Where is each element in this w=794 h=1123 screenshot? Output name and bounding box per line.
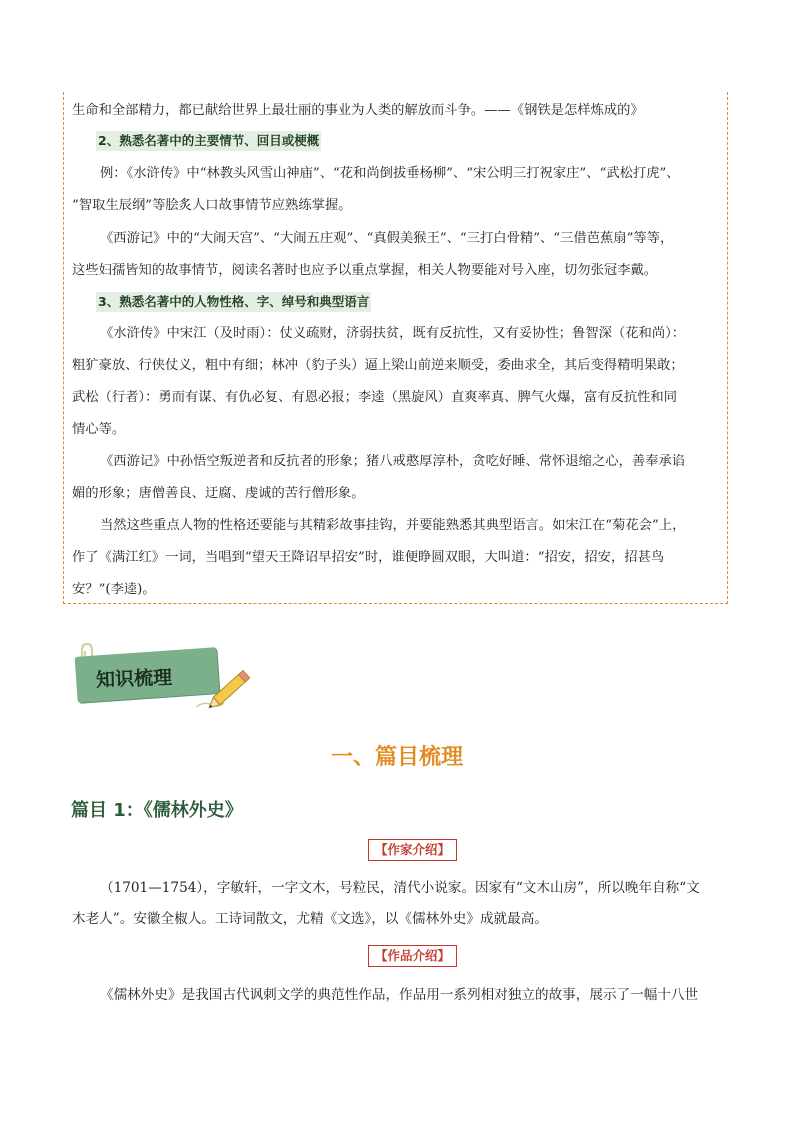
- pencil-icon: [194, 667, 256, 711]
- chapter-title: 篇目 1：《儒林外史》: [71, 800, 243, 821]
- subheading-plot: 2、熟悉名著中的主要情节、回目或梗概: [96, 131, 321, 151]
- page-title: 一、篇目梳理: [330, 745, 463, 770]
- box-line: 《水浒传》中宋江（及时雨）：仗义疏财，济弱扶贫，既有反抗性，又有妥协性；鲁智深（花和尚）：: [100, 326, 686, 341]
- box-line: 情心等。: [72, 422, 126, 437]
- box-line: 这些妇孺皆知的故事情节，阅读名著时也应予以重点掌握，相关人物要能对号入座，切勿张冠李戴。: [72, 263, 658, 278]
- section-badge-label: 知识梳理: [95, 666, 173, 692]
- box-line: 当然这些重点人物的性格还要能与其精彩故事挂钩，并要能熟悉其典型语言。如宋江在“菊花会”上，: [100, 518, 686, 533]
- work-line: 《儒林外史》是我国古代讽刺文学的典范性作品，作品用一系列相对独立的故事，展示了一幅十八世: [100, 987, 699, 1003]
- box-line: 媚的形象；唐僧善良、迂腐、虔诚的苦行僧形象。: [72, 486, 365, 501]
- subheading-characters: 3、熟悉名著中的人物性格、字、绰号和典型语言: [96, 292, 371, 312]
- box-line: 《西游记》中孙悟空叛逆者和反抗者的形象；猪八戒憨厚淳朴，贪吃好睡、常怀退缩之心，善奉承谄: [100, 454, 686, 469]
- box-line: 例：《水浒传》中“林教头风雪山神庙”、“花和尚倒拔垂杨柳”、“宋公明三打祝家庄”、“武松打虎”、: [100, 166, 680, 181]
- box-line: 作了《满江红》一词，当唱到“望天王降诏早招安”时，谁便睁圆双眼，大叫道：“招安，招安，招甚鸟: [72, 550, 665, 565]
- box-line: 武松（行者）：勇而有谋、有仇必复、有恩必报；李逵（黑旋风）直爽率真、脾气火爆，富有反抗性和同: [72, 390, 678, 405]
- author-intro-tag: 【作家介绍】: [368, 839, 457, 861]
- author-line: 木老人”。安徽全椒人。工诗词散文，尤精《文选》，以《儒林外史》成就最高。: [72, 911, 548, 927]
- work-intro-tag: 【作品介绍】: [368, 945, 457, 967]
- box-line: “智取生辰纲”等脍炙人口故事情节应熟练掌握。: [72, 198, 352, 213]
- box-line: 粗犷豪放、行侠仗义，粗中有细；林冲（豹子头）逼上梁山前逆来顺受，委曲求全，其后变得精明果敢；: [72, 358, 684, 373]
- box-line: 《西游记》中的“大闹天宫”、“大闹五庄观”、“真假美猴王”、“三打白骨精”、“三借芭蕉扇”等等，: [100, 231, 674, 246]
- box-line: 安？”(李逵)。: [72, 582, 156, 597]
- author-line: （1701—1754），字敏轩，一字文木，号粒民，清代小说家。因家有“文木山房”，所以晚年自称“文: [100, 880, 700, 896]
- box-line: 生命和全部精力，都已献给世界上最壮丽的事业为人类的解放而斗争。——《钢铁是怎样炼成的》: [72, 103, 644, 118]
